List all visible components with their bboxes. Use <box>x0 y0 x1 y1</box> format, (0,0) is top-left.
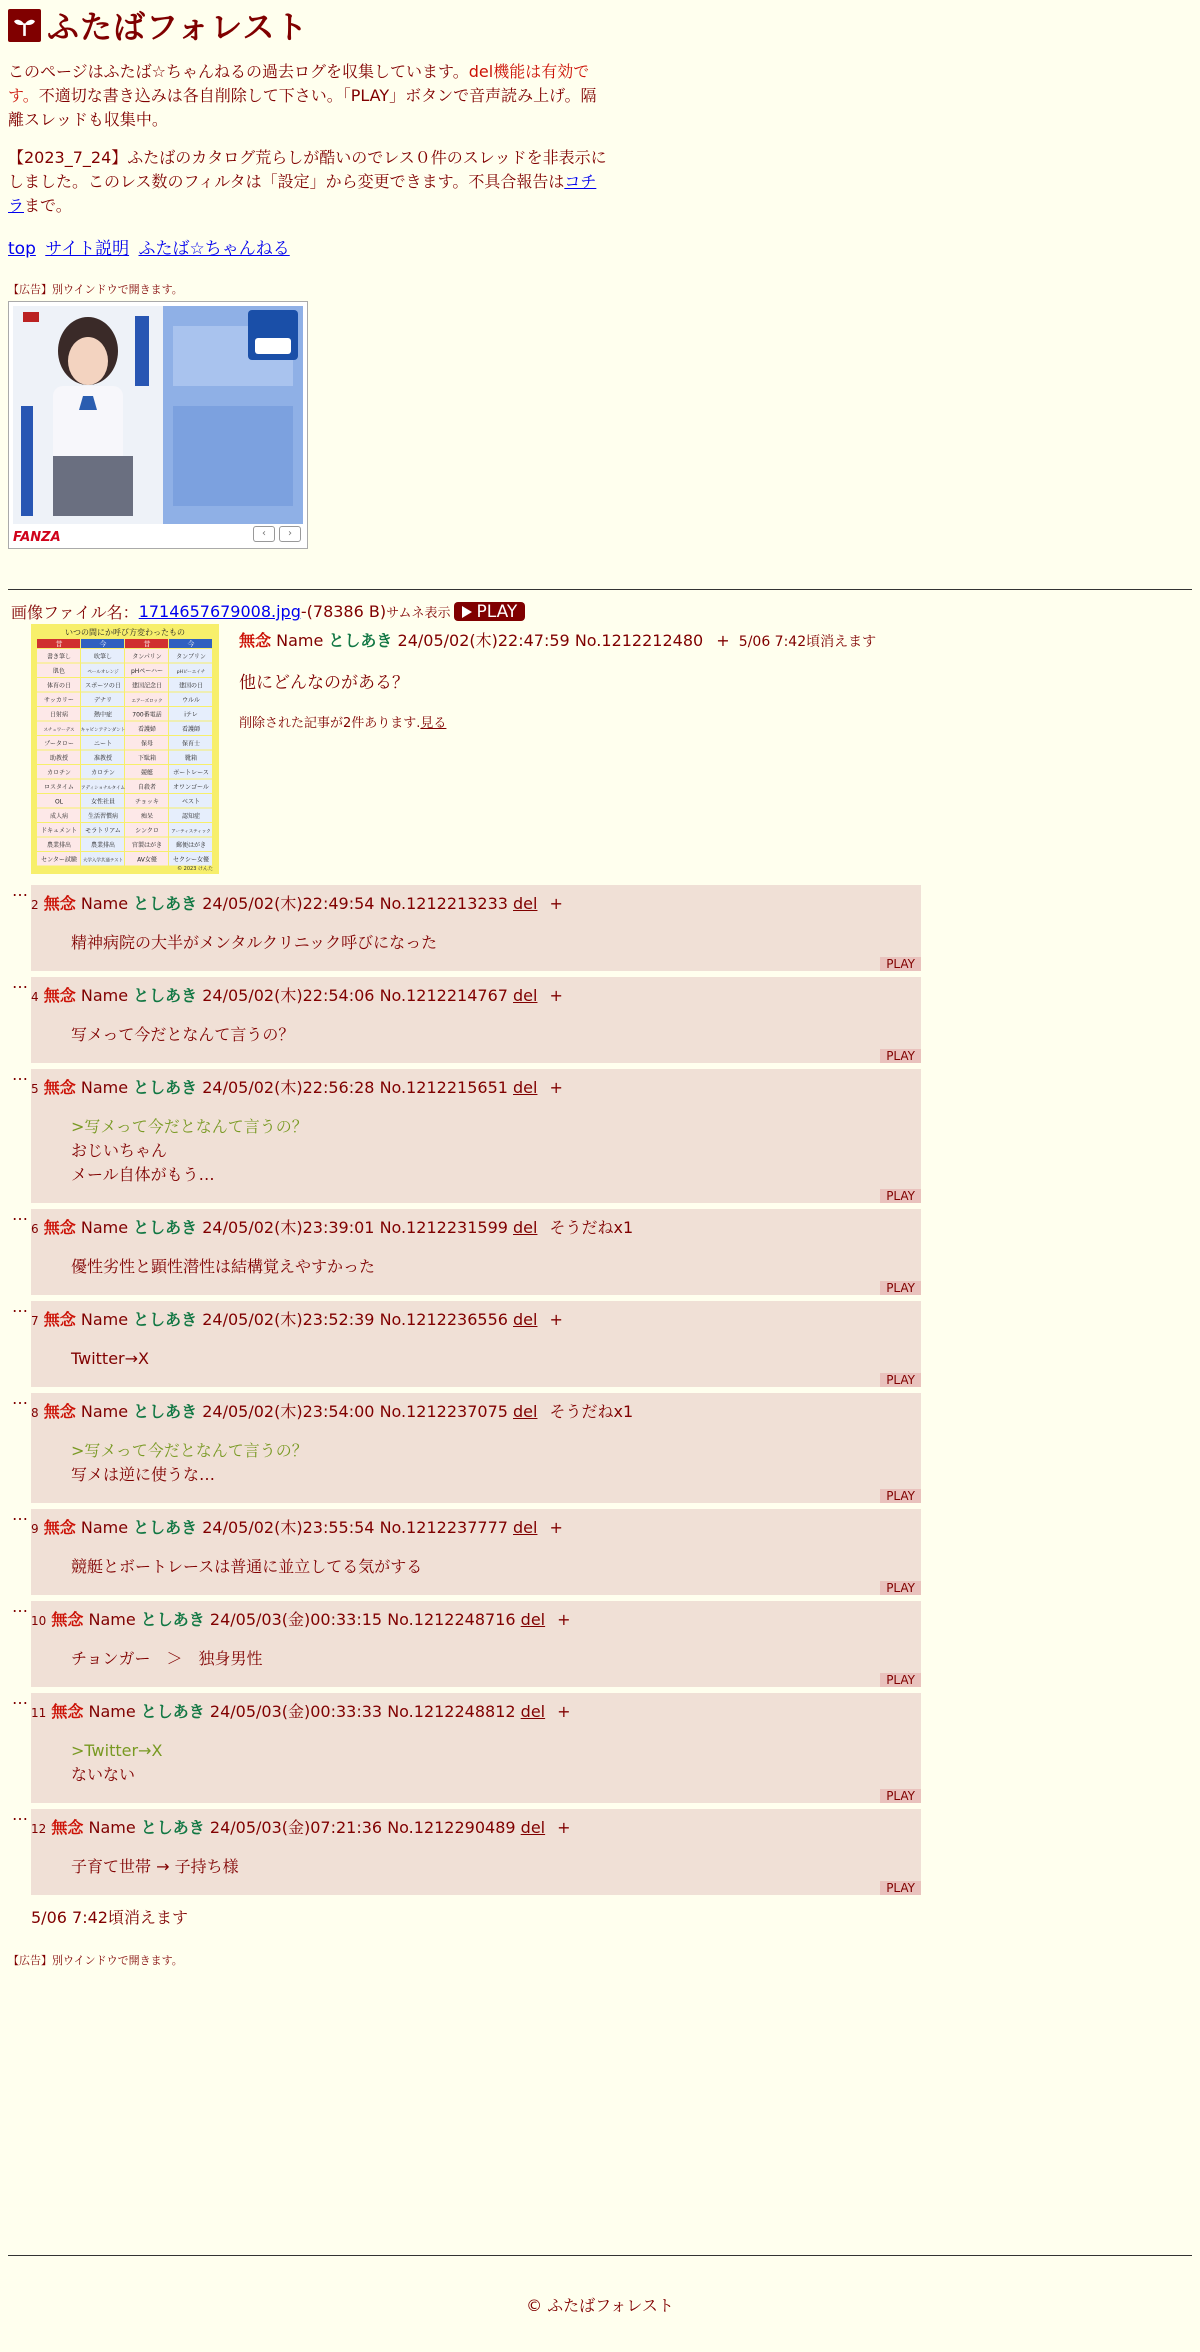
site-logo[interactable] <box>8 9 41 42</box>
thread-expire-end: 5/06 7:42頃消えます <box>31 1908 188 1927</box>
reply-menu-button[interactable]: … <box>12 1597 28 1616</box>
intro-part1: このページはふたば☆ちゃんねるの過去ログを収集しています。 <box>8 62 469 81</box>
reply-del-link[interactable]: del <box>513 1218 538 1237</box>
thumb-cell-label: ボートレース <box>173 769 209 777</box>
reply-box <box>31 1809 921 1895</box>
op-body: 他にどんなのがある？ <box>239 673 409 693</box>
thumb-cell-label: ペールオレンジ <box>87 669 119 675</box>
thumb-cell-label: タンブリン <box>176 653 206 661</box>
reply-subject: 無念 <box>43 1402 76 1421</box>
show-deleted-link[interactable]: 見る <box>420 716 447 731</box>
reply-datetime: 24/05/02(木)23:39:01 <box>202 1218 375 1237</box>
reply-index: 9 <box>31 1522 39 1536</box>
reply-datetime: 24/05/02(木)22:56:28 <box>202 1078 375 1097</box>
bottom-divider <box>8 2255 1192 2256</box>
reply-menu-button[interactable]: … <box>12 1505 28 1524</box>
thumb-cell-label: 下駄箱 <box>137 754 157 762</box>
reply-quote-line: >Twitter→X <box>71 1741 163 1760</box>
thumb-cell-label: 農業排出 <box>46 841 72 849</box>
reply-header <box>31 891 563 914</box>
thumb-cell-label: センター試験 <box>41 856 77 864</box>
reply-subject: 無念 <box>51 1702 84 1721</box>
reply-text-line: 精神病院の大半がメンタルクリニック呼びになった <box>71 933 438 952</box>
reply-quote-line: >写メって今だとなんて言うの？ <box>71 1441 308 1460</box>
top-divider <box>8 589 1192 590</box>
reply-extra[interactable]: + <box>549 894 563 913</box>
reply-body <box>71 1555 422 1579</box>
op-thumbnail[interactable] <box>31 624 219 874</box>
thumb-cell-label: 自殺者 <box>137 783 157 791</box>
reply-text-line: 写メって今だとなんて言うの？ <box>71 1025 295 1044</box>
report-link[interactable]: コチラ <box>8 172 597 215</box>
ad-note-bottom: 【広告】別ウインドウで開きます。 <box>8 1954 183 1967</box>
thumb-cell-label: 痴呆 <box>140 812 154 820</box>
reply-extra[interactable]: + <box>557 1702 571 1721</box>
reply-play-button[interactable]: PLAY <box>880 1049 921 1063</box>
intro-part2: 不適切な書き込みは各自削除して下さい。「PLAY」ボタンで音声読み上げ。隔離スレッドも収集中。 <box>8 86 597 129</box>
reply-number[interactable]: No.1212214767 <box>379 986 508 1005</box>
thumb-cell-label: モラトリアム <box>85 827 121 835</box>
thumb-cell-label: 書き筆し <box>46 653 72 661</box>
reply-del-link[interactable]: del <box>513 1310 538 1329</box>
reply-header <box>31 983 563 1006</box>
reply-menu-button[interactable]: … <box>12 1297 28 1316</box>
ad-image[interactable] <box>13 306 303 524</box>
site-header <box>8 6 1192 44</box>
thumb-cell-label: iテレ <box>184 711 198 719</box>
reply-body <box>71 1739 162 1787</box>
reply-body <box>71 931 437 955</box>
reply-index: 5 <box>31 1082 39 1096</box>
reply-index: 6 <box>31 1222 39 1236</box>
notice-body: 【2023_7_24】ふたばのカタログ荒らしが酷いのでレス０件のスレッドを非表示にしました。このレス数のフィルタは「設定」から変更できます。不具合報告は <box>8 148 607 191</box>
chevron-left-icon[interactable]: ‹ <box>253 526 275 542</box>
thumb-cell-label: 体育の日 <box>46 682 72 690</box>
ad-note: 【広告】別ウインドウで開きます。 <box>8 283 183 296</box>
reply-poster: としあき <box>133 1402 198 1421</box>
thumb-cell-label: エアーズロック <box>131 698 163 704</box>
reply-text-line: 優性劣性と顕性潜性は結構覚えやすかった <box>71 1257 376 1276</box>
thumb-cell-label: 保母 <box>140 740 154 748</box>
reply-header <box>31 1607 571 1630</box>
reply-menu-button[interactable]: … <box>12 1805 28 1824</box>
reply-body <box>71 1255 375 1279</box>
thumb-header-label: 昔 <box>143 640 151 648</box>
reply-datetime: 24/05/03(金)00:33:33 <box>209 1702 383 1721</box>
reply-text-line: チョンガー ＞ 独身男性 <box>71 1649 263 1668</box>
reply-text-line: おじいちゃん <box>71 1141 168 1160</box>
intro-del-notice: del機能は有効です。 <box>8 62 590 105</box>
reply-name-label: Name <box>80 1310 129 1329</box>
reply-subject: 無念 <box>51 1610 84 1629</box>
thumb-cell-label: スポーツの日 <box>85 682 121 690</box>
reply-play-button[interactable]: PLAY <box>880 1189 921 1203</box>
reply-index: 4 <box>31 990 39 1004</box>
thumb-cell-label: タンパリン <box>132 653 162 661</box>
thumb-cell-label: シンクロ <box>135 827 159 835</box>
op-play-label: PLAY <box>476 601 518 622</box>
reply-header <box>31 1215 633 1238</box>
reply-name-label: Name <box>88 1818 136 1837</box>
thumb-cell-label: 建国記念日 <box>131 682 163 690</box>
thumb-cell-label: ベスト <box>181 798 201 806</box>
reply-del-link[interactable]: del <box>520 1818 546 1837</box>
reply-name-label: Name <box>88 1702 136 1721</box>
nav-about-link[interactable]: サイト説明 <box>45 239 130 259</box>
reply-poster: としあき <box>133 1078 198 1097</box>
notice-text <box>8 146 608 218</box>
thumb-header-label: 今 <box>99 640 107 648</box>
thumb-cell-label: スチュワーデス <box>43 727 75 733</box>
reply-play-button[interactable]: PLAY <box>880 1373 921 1387</box>
ad-arrows <box>253 526 301 542</box>
ad-footer <box>13 526 303 544</box>
op-file-line <box>11 600 525 623</box>
thumb-cell-label: 認知症 <box>181 812 201 820</box>
thumb-cell-label: 助教授 <box>49 754 69 762</box>
op-number[interactable]: No.1212212480 <box>574 631 704 650</box>
reply-datetime: 24/05/02(木)23:54:00 <box>202 1402 375 1421</box>
reply-number[interactable]: No.1212237075 <box>379 1402 508 1421</box>
reply-text-line: ないない <box>71 1765 136 1784</box>
reply-datetime: 24/05/02(木)22:54:06 <box>202 986 375 1005</box>
reply-header <box>31 1699 571 1722</box>
op-header <box>239 628 876 651</box>
thumb-cell-label: pHピーエイチ <box>176 669 206 675</box>
reply-menu-button[interactable]: … <box>12 1205 28 1224</box>
reply-box <box>31 1509 921 1595</box>
reply-number[interactable]: No.1212290489 <box>387 1818 516 1837</box>
thumb-cell-label: チョッキ <box>135 798 159 806</box>
reply-quote-line: >写メって今だとなんて言うの？ <box>71 1117 308 1136</box>
reply-datetime: 24/05/03(金)00:33:15 <box>209 1610 383 1629</box>
reply-index: 7 <box>31 1314 39 1328</box>
footer-copyright: © ふたばフォレスト <box>526 2296 674 2315</box>
reply-number[interactable]: No.1212248716 <box>387 1610 516 1629</box>
thumbnail-table <box>31 624 219 874</box>
reply-extra[interactable]: + <box>549 1078 563 1097</box>
reply-datetime: 24/05/03(金)07:21:36 <box>209 1818 383 1837</box>
thumb-cell-label: 女性社員 <box>90 798 116 806</box>
reply-box <box>31 885 921 971</box>
reply-del-link[interactable]: del <box>513 1078 538 1097</box>
op-play-button[interactable] <box>454 602 525 621</box>
thumb-cell-label: 700番電話 <box>132 711 162 719</box>
reply-menu-button[interactable]: … <box>12 1065 28 1084</box>
reply-del-link[interactable]: del <box>513 1402 538 1421</box>
thumb-header-label: 昔 <box>55 640 63 648</box>
reply-text-line: 競艇とボートレースは普通に並立してる気がする <box>71 1557 423 1576</box>
reply-index: 11 <box>31 1706 47 1720</box>
reply-box <box>31 1601 921 1687</box>
reply-name-label: Name <box>88 1610 136 1629</box>
ad-brand: FANZA <box>13 530 61 545</box>
reply-extra[interactable]: そうだねx1 <box>549 1402 634 1421</box>
thumb-cell-label: アディショナルタイム <box>80 785 126 791</box>
reply-header <box>31 1075 563 1098</box>
thumb-cell-label: サッカリー <box>44 696 74 704</box>
reply-number[interactable]: No.1212248812 <box>387 1702 516 1721</box>
reply-poster: としあき <box>140 1818 205 1837</box>
reply-menu-button[interactable]: … <box>12 1689 28 1708</box>
reply-subject: 無念 <box>43 1310 76 1329</box>
thumb-cell-label: 熱中症 <box>93 711 113 719</box>
chevron-right-icon[interactable]: › <box>279 526 301 542</box>
reply-del-link[interactable]: del <box>513 894 538 913</box>
reply-extra[interactable]: + <box>557 1610 571 1629</box>
thumb-cell-label: カロチン <box>47 769 71 777</box>
thumb-cell-label: OL <box>54 798 64 806</box>
reply-extra[interactable]: + <box>549 1310 563 1329</box>
reply-name-label: Name <box>80 1218 129 1237</box>
thumb-cell-label: 農業排出 <box>90 841 116 849</box>
thumb-cell-label: ドキュメント <box>40 827 78 835</box>
thumb-cell-label: ロスタイム <box>44 783 74 791</box>
file-label: 画像ファイル名： <box>11 603 139 622</box>
reply-datetime: 24/05/02(木)22:49:54 <box>202 894 375 913</box>
thumb-cell-label: セクシー女優 <box>172 856 210 864</box>
reply-play-button[interactable]: PLAY <box>880 1673 921 1687</box>
reply-menu-button[interactable]: … <box>12 1389 28 1408</box>
reply-header <box>31 1307 563 1330</box>
reply-number[interactable]: No.1212237777 <box>379 1518 508 1537</box>
reply-body <box>71 1347 149 1371</box>
reply-poster: としあき <box>133 894 198 913</box>
deleted-note-text: 削除された記事が2件あります. <box>239 716 421 731</box>
thumb-cell-label: 吹筆し <box>93 653 113 661</box>
reply-header <box>31 1399 633 1422</box>
reply-del-link[interactable]: del <box>520 1702 546 1721</box>
reply-play-button[interactable]: PLAY <box>880 1789 921 1803</box>
reply-number[interactable]: No.1212213233 <box>379 894 508 913</box>
thumb-cell-label: プータロー <box>44 740 74 748</box>
thumb-cell-label: 准教授 <box>93 754 113 762</box>
thumb-cell-label: 看護師 <box>181 725 201 733</box>
nav-top-link[interactable]: top <box>8 239 36 259</box>
thumb-header-label: 今 <box>187 640 195 648</box>
thumb-cell-label: 保育士 <box>181 740 201 748</box>
reply-text-line: 写メは逆に使うな… <box>71 1465 216 1484</box>
thumb-cell-label: AV女優 <box>137 856 157 864</box>
reply-body <box>71 1647 263 1671</box>
reply-text-line: メール自体がもう… <box>71 1165 215 1184</box>
reply-text-line: 子育て世帯 → 子持ち様 <box>71 1857 239 1876</box>
reply-name-label: Name <box>80 1078 129 1097</box>
reply-number[interactable]: No.1212236556 <box>379 1310 508 1329</box>
reply-body <box>71 1023 294 1047</box>
play-icon <box>462 606 472 618</box>
reply-index: 12 <box>31 1822 47 1836</box>
thumb-credit: © 2023 けんた <box>177 866 213 872</box>
nav-links <box>8 234 1192 259</box>
thumb-cell-label: デナリ <box>93 696 113 704</box>
reply-subject: 無念 <box>43 986 76 1005</box>
op-name-label: Name <box>276 631 324 650</box>
thumb-cell-label: オワンゴール <box>173 783 209 791</box>
thumb-title: いつの間にか呼び方変わったもの <box>65 628 185 637</box>
reply-datetime: 24/05/02(木)23:55:54 <box>202 1518 375 1537</box>
intro-text <box>8 60 608 132</box>
thumb-cell-label: キャビンアテンダント <box>80 727 126 733</box>
reply-box <box>31 1693 921 1803</box>
thumb-note: サムネ表示 <box>386 606 451 621</box>
reply-index: 10 <box>31 1614 47 1628</box>
reply-extra[interactable]: + <box>557 1818 571 1837</box>
reply-name-label: Name <box>80 986 129 1005</box>
thumb-cell-label: 肌色 <box>52 667 66 675</box>
reply-poster: としあき <box>133 986 198 1005</box>
reply-body <box>71 1439 308 1487</box>
reply-number[interactable]: No.1212215651 <box>379 1078 508 1097</box>
reply-play-button[interactable]: PLAY <box>880 1281 921 1295</box>
reply-play-button[interactable]: PLAY <box>880 1881 921 1895</box>
op-poster: としあき <box>328 631 393 650</box>
reply-name-label: Name <box>80 894 129 913</box>
reply-box <box>31 977 921 1063</box>
ad-banner[interactable] <box>8 301 308 549</box>
reply-del-link[interactable]: del <box>520 1610 546 1629</box>
op-expire: 5/06 7:42頃消えます <box>738 634 877 650</box>
reply-box <box>31 1069 921 1203</box>
thumb-cell-label: 看護婦 <box>137 725 157 733</box>
reply-poster: としあき <box>133 1218 198 1237</box>
reply-poster: としあき <box>140 1702 205 1721</box>
thumb-cell-label: ウルル <box>182 696 200 704</box>
thumb-cell-label: 建国の日 <box>178 682 204 690</box>
reply-header <box>31 1815 571 1838</box>
reply-subject: 無念 <box>51 1818 84 1837</box>
reply-body <box>71 1855 239 1879</box>
reply-index: 8 <box>31 1406 39 1420</box>
thumb-cell-label: 郵便はがき <box>175 841 207 849</box>
reply-poster: としあき <box>133 1518 198 1537</box>
site-title: ふたばフォレスト <box>47 8 309 46</box>
reply-number[interactable]: No.1212231599 <box>379 1218 508 1237</box>
reply-name-label: Name <box>80 1518 129 1537</box>
reply-subject: 無念 <box>43 1218 76 1237</box>
op-deleted-note <box>239 712 446 731</box>
reply-subject: 無念 <box>43 894 76 913</box>
reply-extra[interactable]: そうだねx1 <box>549 1218 634 1237</box>
reply-poster: としあき <box>133 1310 198 1329</box>
reply-index: 2 <box>31 898 39 912</box>
reply-subject: 無念 <box>43 1518 76 1537</box>
notice-tail: まで。 <box>24 196 72 215</box>
reply-play-button[interactable]: PLAY <box>880 1489 921 1503</box>
thumb-cell-label: カロテン <box>91 769 115 777</box>
thumb-cell-label: 靴箱 <box>184 754 198 762</box>
reply-header <box>31 1515 563 1538</box>
thumb-cell-label: アーティスティック <box>171 829 211 835</box>
thumb-cell-label: ニート <box>93 740 113 748</box>
reply-box <box>31 1301 921 1387</box>
reply-name-label: Name <box>80 1402 129 1421</box>
reply-subject: 無念 <box>43 1078 76 1097</box>
thumb-cell-label: 官製はがき <box>131 841 163 849</box>
reply-extra[interactable]: + <box>549 986 563 1005</box>
reply-extra[interactable]: + <box>549 1518 563 1537</box>
thumb-cell-label: pHペーハー <box>130 667 164 675</box>
thumb-cell-label: 大学入学共通テスト <box>82 858 124 864</box>
reply-del-link[interactable]: del <box>513 1518 538 1537</box>
reply-play-button[interactable]: PLAY <box>880 957 921 971</box>
reply-datetime: 24/05/02(木)23:52:39 <box>202 1310 375 1329</box>
thumb-cell-label: 日射病 <box>49 711 69 719</box>
thumb-cell-label: 生活習慣病 <box>87 812 119 820</box>
op-plus-button[interactable]: + <box>716 631 730 650</box>
thumb-cell-label: 成人病 <box>49 812 69 820</box>
file-link[interactable]: 1714657679008.jpg <box>138 602 301 621</box>
reply-play-button[interactable]: PLAY <box>880 1581 921 1595</box>
op-subject: 無念 <box>239 631 272 650</box>
reply-menu-button[interactable]: … <box>12 973 28 992</box>
reply-poster: としあき <box>140 1610 205 1629</box>
reply-box <box>31 1209 921 1295</box>
reply-menu-button[interactable]: … <box>12 881 28 900</box>
reply-body <box>71 1115 308 1187</box>
reply-text-line: Twitter→X <box>71 1349 149 1368</box>
reply-box <box>31 1393 921 1503</box>
reply-del-link[interactable]: del <box>513 986 538 1005</box>
file-size: -(78386 B) <box>300 602 387 621</box>
nav-futaba-link[interactable]: ふたば☆ちゃんねる <box>138 239 290 259</box>
thumb-cell-label: 競艇 <box>140 769 154 777</box>
op-datetime: 24/05/02(木)22:47:59 <box>397 631 570 650</box>
sprout-icon <box>12 13 37 38</box>
